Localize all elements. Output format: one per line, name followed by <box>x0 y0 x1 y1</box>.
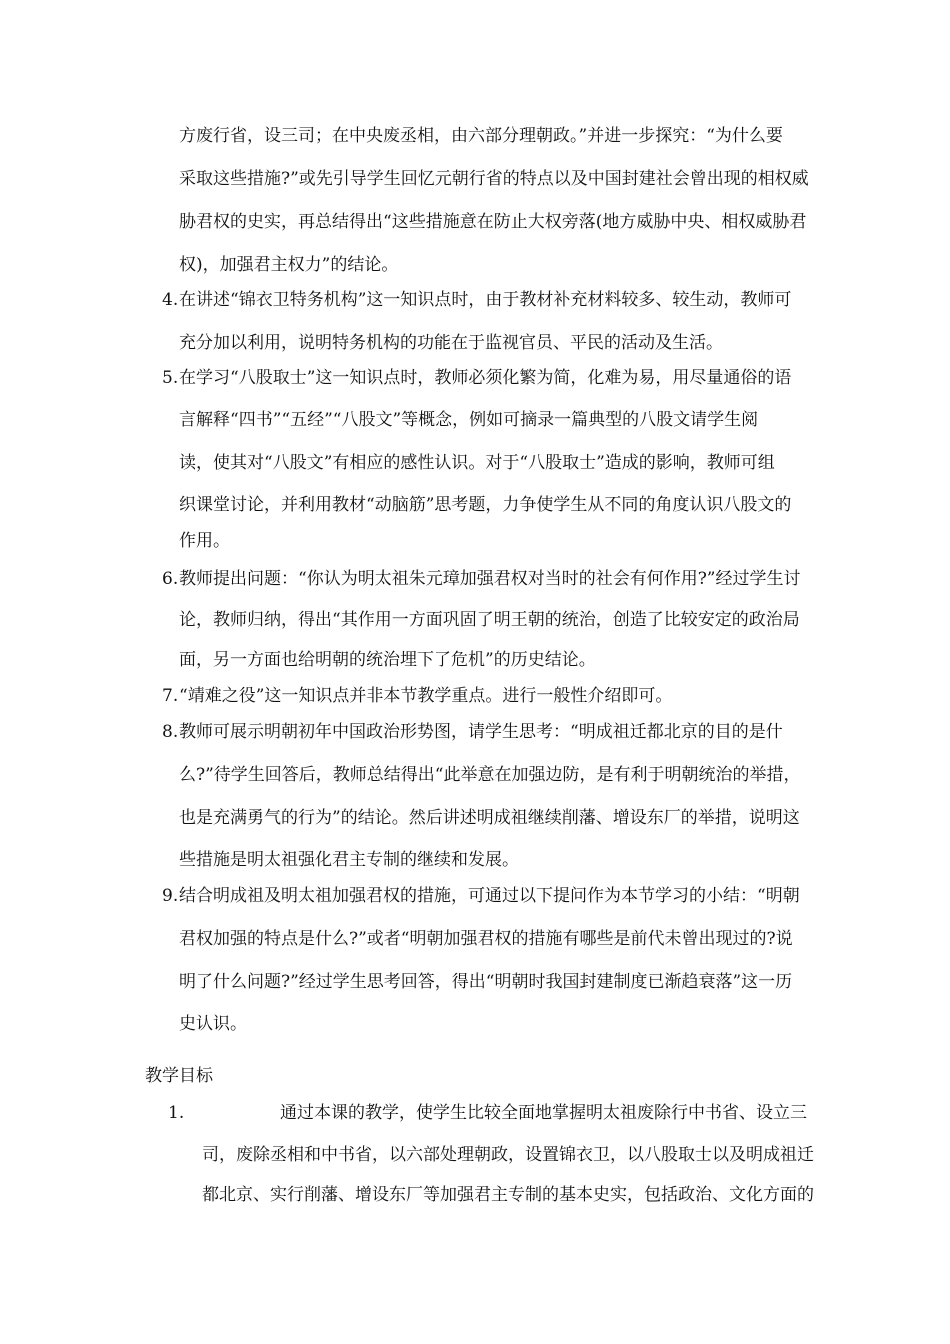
list-item-line: 教师可展示明朝初年中国政治形势图，请学生思考：“明成祖迁都北京的目的是什 <box>179 722 783 742</box>
goal-line: 司，废除丞相和中书省，以六部处理朝政，设置锦衣卫，以八股取士以及明成祖迁 <box>202 1145 814 1165</box>
list-item-line: 论，教师归纳，得出“其作用一方面巩固了明王朝的统治，创造了比较安定的政治局 <box>179 610 800 630</box>
list-number: 8. <box>162 722 179 742</box>
list-item-line: 充分加以利用，说明特务机构的功能在于监视官员、平民的活动及生活。 <box>179 333 723 353</box>
list-item-line: 明了什么问题?”经过学生思考回答，得出“明朝时我国封建制度已渐趋衰落”这一历 <box>179 972 793 992</box>
list-item-line: 些措施是明太祖强化君主专制的继续和发展。 <box>179 850 519 870</box>
list-item-line: 也是充满勇气的行为”的结论。然后讲述明成祖继续削藩、增设东厂的举措，说明这 <box>179 808 800 828</box>
intro-line: 方废行省，设三司；在中央废丞相，由六部分理朝政。”并进一步探究：“为什么要 <box>179 126 783 146</box>
goal-line: 都北京、实行削藩、增设东厂等加强君主专制的基本史实，包括政治、文化方面的 <box>202 1185 814 1205</box>
list-item-line: 教师提出问题：“你认为明太祖朱元璋加强君权对当时的社会有何作用?”经过学生讨 <box>179 569 801 589</box>
list-number: 7. <box>162 686 179 706</box>
list-item-line: 么?”待学生回答后，教师总结得出“此举意在加强边防，是有利于明朝统治的举措， <box>179 765 801 785</box>
list-number: 4. <box>162 290 179 310</box>
intro-line: 采取这些措施?”或先引导学生回忆元朝行省的特点以及中国封建社会曾出现的相权威 <box>179 169 809 189</box>
intro-line: 胁君权的史实，再总结得出“这些措施意在防止大权旁落(地方威胁中央、相权威胁君 <box>179 212 807 232</box>
list-item-line: 读，使其对“八股文”有相应的感性认识。对于“八股取士”造成的影响，教师可组 <box>179 453 775 473</box>
section-heading: 教学目标 <box>145 1066 213 1086</box>
list-item-line: “靖难之役”这一知识点并非本节教学重点。进行一般性介绍即可。 <box>179 686 673 706</box>
list-number: 6. <box>162 569 179 589</box>
list-item-line: 作用。 <box>179 531 230 551</box>
intro-line: 权)，加强君主权力”的结论。 <box>179 255 399 275</box>
goal-line: 通过本课的教学，使学生比较全面地掌握明太祖废除行中书省、设立三 <box>280 1103 807 1123</box>
goal-number: 1. <box>168 1103 185 1123</box>
list-item-line: 结合明成祖及明太祖加强君权的措施，可通过以下提问作为本节学习的小结：“明朝 <box>179 886 800 906</box>
list-number: 9. <box>162 886 179 906</box>
list-item-line: 史认识。 <box>179 1014 247 1034</box>
list-item-line: 织课堂讨论，并利用教材“动脑筋”思考题，力争使学生从不同的角度认识八股文的 <box>179 495 792 515</box>
list-item-line: 君权加强的特点是什么?”或者“明朝加强君权的措施有哪些是前代未曾出现过的?说 <box>179 929 793 949</box>
list-item-line: 言解释“四书”“五经”“八股文”等概念，例如可摘录一篇典型的八股文请学生阅 <box>179 410 759 430</box>
list-number: 5. <box>162 368 179 388</box>
list-item-line: 在学习“八股取士”这一知识点时，教师必须化繁为简，化难为易，用尽量通俗的语 <box>179 368 792 388</box>
list-item-line: 面，另一方面也给明朝的统治埋下了危机”的历史结论。 <box>179 650 596 670</box>
list-item-line: 在讲述“锦衣卫特务机构”这一知识点时，由于教材补充材料较多、较生动，教师可 <box>179 290 792 310</box>
